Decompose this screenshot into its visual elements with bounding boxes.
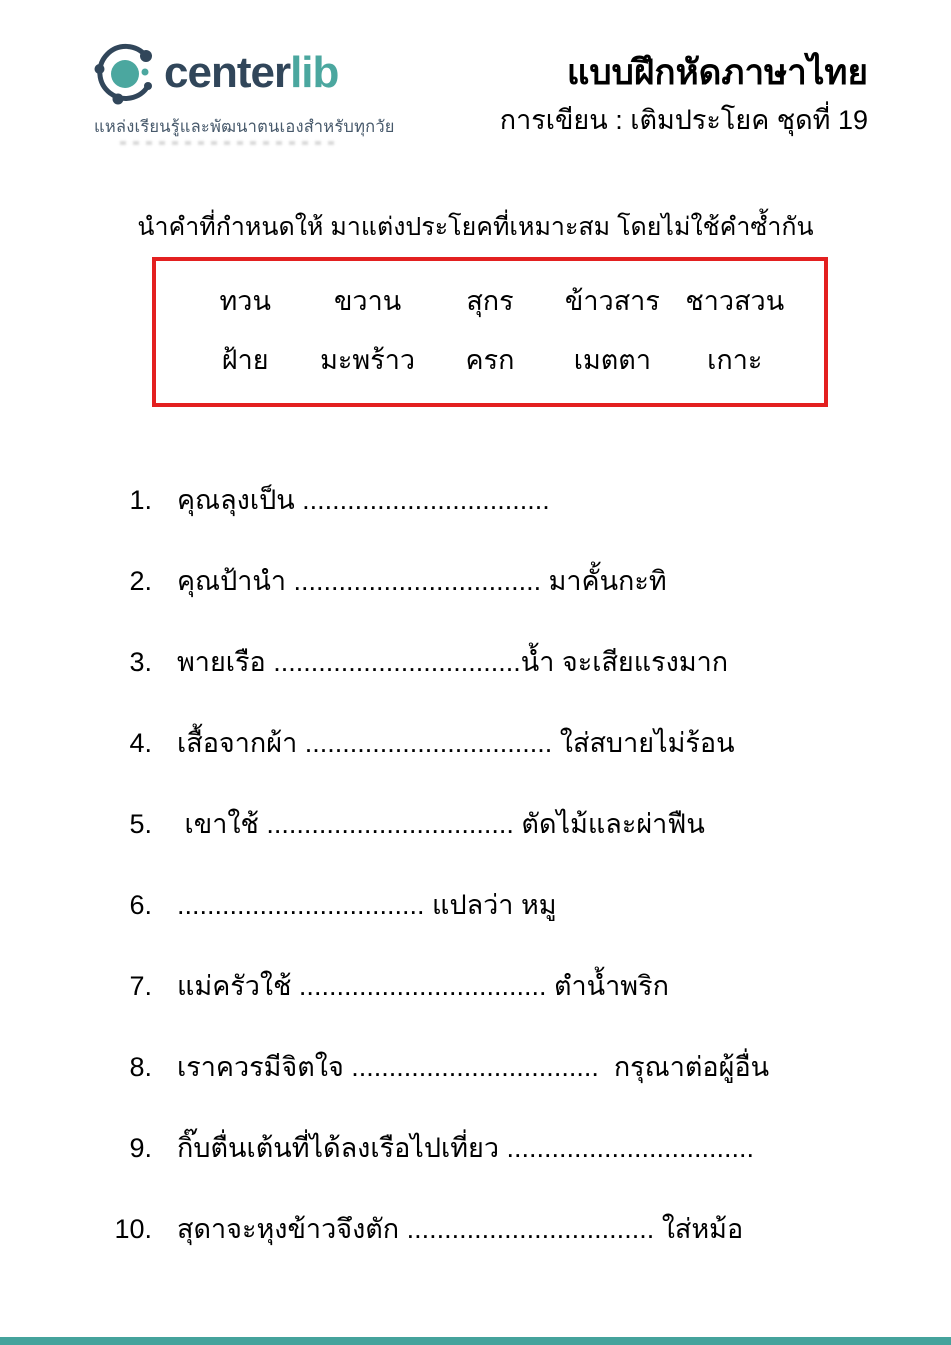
question-number: 8. [129,1052,152,1082]
word-bank-word: เมตตา [573,345,652,375]
question-number: 5. [129,809,152,839]
worksheet-title: แบบฝึกหัดภาษาไทย [566,53,868,92]
word-bank-word: มะพร้าว [320,345,416,375]
logo-word-lib: lib [290,48,339,97]
question-number: 7. [129,971,152,1001]
question-row [92,562,891,600]
word-bank-word: ชาวสวน [685,286,785,316]
word-bank-row [184,271,796,330]
question-text: เสื้อจากผ้า ................................. ใส่สบายไม่ร้อน [177,728,735,758]
question-list [92,481,891,1291]
question-row [92,1048,891,1086]
question-text: สุดาจะหุงข้าวจึงตัก ................................. ใส่หม้อ [177,1214,744,1244]
faint-print-artifact [120,141,335,145]
question-row [92,1129,891,1167]
word-bank-box [152,257,828,407]
logo-wordmark [164,48,339,97]
word-bank-word: ฝ้าย [221,345,269,375]
word-bank-word: ทวน [219,286,271,316]
question-number: 6. [129,890,152,920]
question-row [92,724,891,762]
question-number: 1. [129,485,152,515]
question-number: 2. [129,566,152,596]
centerlib-logo [88,36,395,140]
title-block [500,52,868,141]
question-text: ................................. แปลว่า หมู [177,890,557,920]
word-bank-row [184,330,796,389]
footer-accent-bar [0,1337,951,1345]
question-text: เราควรมีจิตใจ ................................. กรุณาต่อผู้อื่น [177,1052,770,1082]
centerlib-logo-icon [88,36,162,110]
question-number: 9. [129,1133,152,1163]
question-text: กิ๊บตื่นเต้นที่ได้ลงเรือไปเที่ยว ................................. [177,1133,755,1163]
question-row [92,643,891,681]
question-row [92,967,891,1005]
word-bank-word: ครก [465,345,515,375]
word-bank-word: ขวาน [333,286,402,316]
question-number: 3. [129,647,152,677]
question-row [92,805,891,843]
question-text: คุณลุงเป็น ................................. [177,485,550,515]
question-text: เขาใช้ ................................. ตัดไม้และผ่าฟืน [177,809,705,839]
question-row [92,1210,891,1248]
word-bank-word: ข้าวสาร [564,286,660,316]
question-row [92,481,891,519]
header [0,0,951,170]
question-text: คุณป้านำ ................................. มาคั้นกะทิ [177,566,667,596]
logo-tagline: แหล่งเรียนรู้และพัฒนาตนเองสำหรับทุกวัย [94,118,395,136]
word-bank-word: สุกร [466,286,514,316]
question-text: พายเรือ .................................น้ำ จะเสียแรงมาก [177,647,729,677]
instruction-text: นำคำที่กำหนดให้ มาแต่งประโยคที่เหมาะสม โดยไม่ใช้คำซ้ำกัน [137,213,814,241]
question-text: แม่ครัวใช้ ................................. ตำน้ำพริก [177,971,669,1001]
worksheet-subtitle: การเขียน : เติมประโยค ชุดที่ 19 [499,105,868,135]
logo-word-center: center [164,48,291,97]
question-number: 10. [114,1214,152,1244]
word-bank-word: เกาะ [707,345,763,375]
question-number: 4. [129,728,152,758]
question-row [92,886,891,924]
